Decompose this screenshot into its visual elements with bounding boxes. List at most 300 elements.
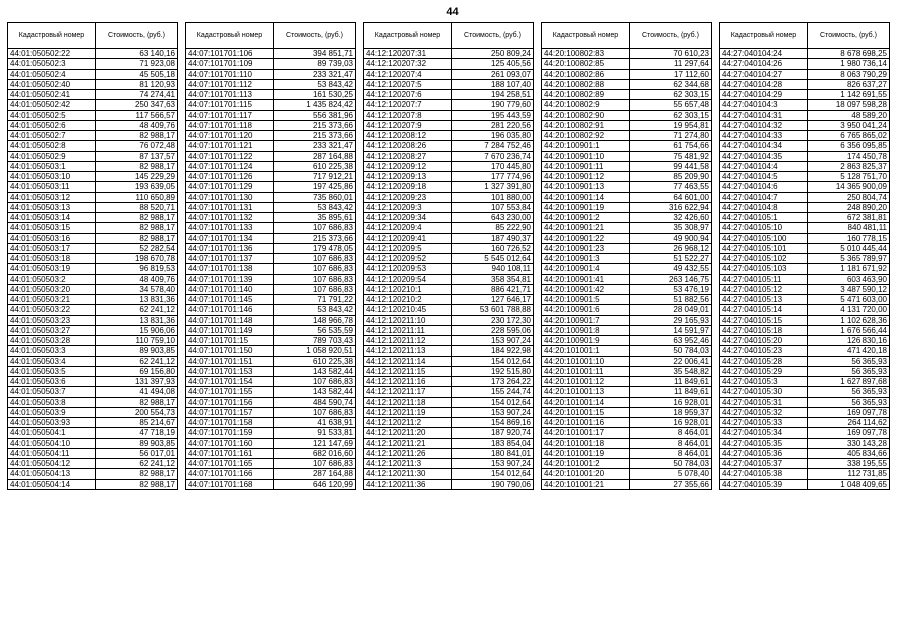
- cost-cell: 154 012,64: [452, 356, 534, 366]
- table-row: [364, 100, 534, 110]
- cadastral-number-cell: 44:12:120207:31: [364, 49, 452, 59]
- cost-cell: 484 590,74: [274, 397, 356, 407]
- cost-cell: 195 443,59: [452, 110, 534, 120]
- table-row: [8, 295, 178, 305]
- table-row: [364, 141, 534, 151]
- cadastral-number-cell: 44:07:101701:155: [186, 387, 274, 397]
- table-row: [8, 141, 178, 151]
- cadastral-number-cell: 44:01:050503:27: [8, 325, 96, 335]
- cost-cell: 316 622,94: [630, 202, 712, 212]
- table-row: [542, 141, 712, 151]
- table-row: [186, 213, 356, 223]
- cadastral-number-cell: 44:01:050503:14: [8, 213, 96, 223]
- cost-cell: 2 863 825,37: [808, 161, 890, 171]
- table-row: [364, 161, 534, 171]
- header-cost: Стоимость, (руб.): [630, 23, 712, 49]
- cost-cell: 8 678 698,25: [808, 49, 890, 59]
- cost-cell: 27 355,66: [630, 479, 712, 489]
- cadastral-number-cell: 44:07:101701:159: [186, 428, 274, 438]
- table-row: [542, 59, 712, 69]
- cadastral-number-cell: 44:20:100901:13: [542, 182, 630, 192]
- cost-cell: 87 137,57: [96, 151, 178, 161]
- cost-cell: 85 209,90: [630, 172, 712, 182]
- cost-cell: 169 097,78: [808, 428, 890, 438]
- cadastral-number-cell: 44:27:040105:39: [720, 479, 808, 489]
- cost-cell: 82 988,17: [96, 161, 178, 171]
- table-row: [186, 397, 356, 407]
- cost-cell: 173 264,22: [452, 377, 534, 387]
- cost-cell: 32 426,60: [630, 213, 712, 223]
- table-row: [720, 90, 890, 100]
- cadastral-number-cell: 44:20:100802:89: [542, 90, 630, 100]
- table-row: [364, 418, 534, 428]
- table-row: [8, 479, 178, 489]
- cost-cell: 35 548,82: [630, 366, 712, 376]
- table-row: [720, 459, 890, 469]
- cost-cell: 70 610,23: [630, 49, 712, 59]
- cost-cell: 51 522,27: [630, 254, 712, 264]
- cadastral-number-cell: 44:07:101701:160: [186, 438, 274, 448]
- cadastral-number-cell: 44:07:101701:156: [186, 397, 274, 407]
- cadastral-number-cell: 44:07:101701:115: [186, 100, 274, 110]
- table-row: [542, 366, 712, 376]
- table-row: [8, 243, 178, 253]
- table-row: [542, 49, 712, 59]
- table-row: [720, 448, 890, 458]
- cadastral-number-cell: 44:01:050503:13: [8, 202, 96, 212]
- cadastral-number-cell: 44:27:040105:1: [720, 213, 808, 223]
- cost-cell: 28 049,01: [630, 305, 712, 315]
- table-row: [720, 182, 890, 192]
- table-row: [364, 69, 534, 79]
- cost-cell: 603 463,90: [808, 274, 890, 284]
- cost-cell: 75 481,92: [630, 151, 712, 161]
- cost-cell: 35 308,97: [630, 223, 712, 233]
- cost-cell: 5 365 789,97: [808, 254, 890, 264]
- cadastral-number-cell: 44:12:120210:2: [364, 295, 452, 305]
- table-row: [364, 131, 534, 141]
- table-row: [186, 233, 356, 243]
- cost-cell: 187 490,37: [452, 233, 534, 243]
- table-row: [186, 346, 356, 356]
- cadastral-number-cell: 44:20:100901:21: [542, 223, 630, 233]
- cost-cell: 112 731,85: [808, 469, 890, 479]
- cost-cell: 85 222,90: [452, 223, 534, 233]
- cadastral-number-cell: 44:27:040105:14: [720, 305, 808, 315]
- table-row: [8, 459, 178, 469]
- cadastral-number-cell: 44:07:101701:15: [186, 336, 274, 346]
- cadastral-number-cell: 44:20:100901:10: [542, 151, 630, 161]
- cadastral-number-cell: 44:27:040105:28: [720, 356, 808, 366]
- cadastral-number-cell: 44:27:040105:103: [720, 264, 808, 274]
- cost-cell: 88 520,71: [96, 202, 178, 212]
- cost-cell: 940 108,11: [452, 264, 534, 274]
- table-row: [8, 284, 178, 294]
- cost-cell: 180 841,01: [452, 448, 534, 458]
- table-row: [720, 213, 890, 223]
- cadastral-number-cell: 44:01:050503:7: [8, 387, 96, 397]
- cadastral-number-cell: 44:20:100901:4: [542, 264, 630, 274]
- table-row: [720, 202, 890, 212]
- cost-cell: 62 241,12: [96, 356, 178, 366]
- cost-cell: 82 988,17: [96, 397, 178, 407]
- cadastral-number-cell: 44:27:040105:37: [720, 459, 808, 469]
- cadastral-number-cell: 44:27:040104:34: [720, 141, 808, 151]
- cadastral-number-cell: 44:12:120211:20: [364, 428, 452, 438]
- table-row: [364, 264, 534, 274]
- cost-cell: 192 515,80: [452, 366, 534, 376]
- cost-cell: 96 819,53: [96, 264, 178, 274]
- table-row: [720, 69, 890, 79]
- cadastral-number-cell: 44:12:120209:18: [364, 182, 452, 192]
- cadastral-table-5: [719, 22, 890, 490]
- table-row: [720, 295, 890, 305]
- cost-cell: 8 464,01: [630, 448, 712, 458]
- cost-cell: 29 165,93: [630, 315, 712, 325]
- table-row: [542, 69, 712, 79]
- table-row: [364, 172, 534, 182]
- cadastral-number-cell: 44:07:101701:161: [186, 448, 274, 458]
- cadastral-number-cell: 44:20:100901:42: [542, 284, 630, 294]
- cadastral-number-cell: 44:27:040105:101: [720, 243, 808, 253]
- table-row: [8, 69, 178, 79]
- cadastral-table-4: [541, 22, 712, 490]
- cadastral-number-cell: 44:27:040105:29: [720, 366, 808, 376]
- cost-cell: 886 421,71: [452, 284, 534, 294]
- table-row: [186, 79, 356, 89]
- cost-cell: 1 058 920,51: [274, 346, 356, 356]
- cost-cell: 76 072,48: [96, 141, 178, 151]
- cost-cell: 643 230,00: [452, 213, 534, 223]
- cost-cell: 6 765 865,02: [808, 131, 890, 141]
- table-row: [364, 182, 534, 192]
- cost-cell: 330 143,28: [808, 438, 890, 448]
- cost-cell: 41 494,08: [96, 387, 178, 397]
- cadastral-number-cell: 44:01:050503:1: [8, 161, 96, 171]
- table-row: [542, 90, 712, 100]
- cadastral-number-cell: 44:12:120209:53: [364, 264, 452, 274]
- table-row: [364, 428, 534, 438]
- cost-cell: 230 172,30: [452, 315, 534, 325]
- cost-cell: 174 450,78: [808, 151, 890, 161]
- cadastral-number-cell: 44:01:050502:22: [8, 49, 96, 59]
- cadastral-number-cell: 44:01:050502:42: [8, 100, 96, 110]
- cost-cell: 55 657,48: [630, 100, 712, 110]
- cost-cell: 107 686,83: [274, 377, 356, 387]
- cadastral-number-cell: 44:12:120211:30: [364, 469, 452, 479]
- cadastral-number-cell: 44:27:040104:28: [720, 79, 808, 89]
- cost-cell: 15 906,06: [96, 325, 178, 335]
- cadastral-number-cell: 44:01:050503:8: [8, 397, 96, 407]
- table-row: [364, 438, 534, 448]
- table-row: [186, 182, 356, 192]
- cadastral-number-cell: 44:27:040105:32: [720, 407, 808, 417]
- table-row: [542, 264, 712, 274]
- cost-cell: 5 128 751,70: [808, 172, 890, 182]
- cost-cell: 143 582,44: [274, 387, 356, 397]
- table-row: [186, 192, 356, 202]
- table-row: [186, 428, 356, 438]
- table-row: [186, 202, 356, 212]
- table-row: [542, 182, 712, 192]
- cadastral-number-cell: 44:12:120209:23: [364, 192, 452, 202]
- table-row: [186, 69, 356, 79]
- cost-cell: 11 297,64: [630, 59, 712, 69]
- table-row: [720, 192, 890, 202]
- cost-cell: 170 445,80: [452, 161, 534, 171]
- cadastral-number-cell: 44:20:101001:10: [542, 356, 630, 366]
- cost-cell: 85 214,67: [96, 418, 178, 428]
- cadastral-number-cell: 44:20:101001:12: [542, 377, 630, 387]
- cost-cell: 154 869,16: [452, 418, 534, 428]
- table-row: [720, 49, 890, 59]
- table-row: [364, 213, 534, 223]
- cost-cell: 41 638,91: [274, 418, 356, 428]
- table-row: [542, 161, 712, 171]
- cadastral-number-cell: 44:27:040104:31: [720, 110, 808, 120]
- cost-cell: 107 686,83: [274, 407, 356, 417]
- cost-cell: 155 244,74: [452, 387, 534, 397]
- cadastral-number-cell: 44:01:050503:23: [8, 315, 96, 325]
- table-row: [542, 192, 712, 202]
- table-row: [8, 192, 178, 202]
- header-cost: Стоимость, (руб.): [96, 23, 178, 49]
- cost-cell: 49 900,94: [630, 233, 712, 243]
- cadastral-number-cell: 44:27:040104:6: [720, 182, 808, 192]
- table-row: [364, 192, 534, 202]
- cost-cell: 169 097,78: [808, 407, 890, 417]
- cost-cell: 63 140,16: [96, 49, 178, 59]
- cost-cell: 107 553,84: [452, 202, 534, 212]
- table-row: [542, 131, 712, 141]
- cost-cell: 358 354,81: [452, 274, 534, 284]
- cadastral-number-cell: 44:01:050503:3: [8, 346, 96, 356]
- cost-cell: 646 120,99: [274, 479, 356, 489]
- cost-cell: 1 676 566,44: [808, 325, 890, 335]
- cadastral-number-cell: 44:01:050503:10: [8, 172, 96, 182]
- cost-cell: 5 078,40: [630, 469, 712, 479]
- table-row: [8, 110, 178, 120]
- cost-cell: 16 928,01: [630, 418, 712, 428]
- cost-cell: 190 779,60: [452, 100, 534, 110]
- header-number: Кадастровый номер: [720, 23, 808, 49]
- cadastral-number-cell: 44:07:101701:136: [186, 243, 274, 253]
- cadastral-number-cell: 44:20:100802:86: [542, 69, 630, 79]
- cadastral-number-cell: 44:07:101701:129: [186, 182, 274, 192]
- table-row: [720, 387, 890, 397]
- table-row: [542, 284, 712, 294]
- cadastral-number-cell: 44:07:101701:146: [186, 305, 274, 315]
- cost-cell: 405 834,66: [808, 448, 890, 458]
- cadastral-number-cell: 44:01:050503:21: [8, 295, 96, 305]
- cost-cell: 1 435 824,42: [274, 100, 356, 110]
- cadastral-number-cell: 44:20:100802:88: [542, 79, 630, 89]
- cost-cell: 1 980 736,14: [808, 59, 890, 69]
- cadastral-number-cell: 44:01:050502:40: [8, 79, 96, 89]
- cadastral-number-cell: 44:07:101701:151: [186, 356, 274, 366]
- table-row: [8, 100, 178, 110]
- cost-cell: 62 303,15: [630, 110, 712, 120]
- cost-cell: 154 012,64: [452, 469, 534, 479]
- table-row: [186, 407, 356, 417]
- header-cost: Стоимость, (руб.): [452, 23, 534, 49]
- cost-cell: 62 241,12: [96, 459, 178, 469]
- cadastral-number-cell: 44:27:040104:24: [720, 49, 808, 59]
- cost-cell: 3 487 590,12: [808, 284, 890, 294]
- cost-cell: 187 920,74: [452, 428, 534, 438]
- cadastral-number-cell: 44:01:050504:1: [8, 428, 96, 438]
- cost-cell: 161 530,25: [274, 90, 356, 100]
- cost-cell: 184 922,98: [452, 346, 534, 356]
- cost-cell: 45 505,18: [96, 69, 178, 79]
- table-row: [542, 213, 712, 223]
- cadastral-number-cell: 44:27:040104:4: [720, 161, 808, 171]
- cost-cell: 7 670 236,74: [452, 151, 534, 161]
- table-row: [364, 254, 534, 264]
- cadastral-number-cell: 44:07:101701:145: [186, 295, 274, 305]
- table-row: [720, 284, 890, 294]
- table-row: [720, 223, 890, 233]
- cost-cell: 81 120,93: [96, 79, 178, 89]
- cadastral-table-3: [363, 22, 534, 490]
- cost-cell: 198 670,78: [96, 254, 178, 264]
- cadastral-number-cell: 44:12:120211:19: [364, 407, 452, 417]
- cadastral-number-cell: 44:20:101001:19: [542, 448, 630, 458]
- cost-cell: 107 686,83: [274, 274, 356, 284]
- cadastral-number-cell: 44:20:100901:23: [542, 243, 630, 253]
- cost-cell: 62 344,68: [630, 79, 712, 89]
- cost-cell: 193 639,05: [96, 182, 178, 192]
- table-row: [8, 418, 178, 428]
- table-row: [542, 356, 712, 366]
- cadastral-number-cell: 44:20:100901:8: [542, 325, 630, 335]
- cadastral-number-cell: 44:27:040104:35: [720, 151, 808, 161]
- cost-cell: 610 225,38: [274, 356, 356, 366]
- header-number: Кадастровый номер: [186, 23, 274, 49]
- cadastral-number-cell: 44:20:100901:11: [542, 161, 630, 171]
- table-row: [364, 469, 534, 479]
- cadastral-number-cell: 44:01:050503:15: [8, 223, 96, 233]
- cadastral-number-cell: 44:12:120208:12: [364, 131, 452, 141]
- cost-cell: 56 535,59: [274, 325, 356, 335]
- table-row: [542, 274, 712, 284]
- cadastral-number-cell: 44:01:050504:14: [8, 479, 96, 489]
- table-row: [186, 274, 356, 284]
- table-row: [720, 346, 890, 356]
- table-row: [8, 233, 178, 243]
- table-row: [8, 325, 178, 335]
- table-row: [364, 233, 534, 243]
- cadastral-number-cell: 44:01:050502:5: [8, 110, 96, 120]
- table-row: [364, 459, 534, 469]
- cadastral-number-cell: 44:12:120211:2: [364, 418, 452, 428]
- header-number: Кадастровый номер: [542, 23, 630, 49]
- table-row: [8, 49, 178, 59]
- cadastral-number-cell: 44:20:101001:17: [542, 428, 630, 438]
- cadastral-number-cell: 44:20:100901:14: [542, 192, 630, 202]
- table-row: [8, 305, 178, 315]
- table-row: [8, 202, 178, 212]
- table-row: [720, 79, 890, 89]
- cost-cell: 62 241,12: [96, 305, 178, 315]
- cadastral-number-cell: 44:12:120207:7: [364, 100, 452, 110]
- table-row: [542, 202, 712, 212]
- table-row: [364, 223, 534, 233]
- table-row: [542, 100, 712, 110]
- cost-cell: 107 686,83: [274, 459, 356, 469]
- cadastral-number-cell: 44:07:101701:140: [186, 284, 274, 294]
- table-row: [186, 387, 356, 397]
- cost-cell: 53 476,19: [630, 284, 712, 294]
- cost-cell: 110 650,89: [96, 192, 178, 202]
- cost-cell: 56 365,93: [808, 356, 890, 366]
- cadastral-number-cell: 44:07:101701:139: [186, 274, 274, 284]
- table-row: [8, 120, 178, 130]
- cost-cell: 471 420,18: [808, 346, 890, 356]
- cost-cell: 8 464,01: [630, 438, 712, 448]
- table-row: [720, 315, 890, 325]
- cost-cell: 121 147,69: [274, 438, 356, 448]
- cost-cell: 261 093,07: [452, 69, 534, 79]
- table-row: [720, 161, 890, 171]
- table-row: [542, 397, 712, 407]
- table-row: [364, 336, 534, 346]
- table-row: [8, 315, 178, 325]
- table-row: [720, 428, 890, 438]
- cost-cell: 127 646,17: [452, 295, 534, 305]
- cost-cell: 1 048 409,65: [808, 479, 890, 489]
- cadastral-number-cell: 44:07:101701:132: [186, 213, 274, 223]
- table-row: [8, 438, 178, 448]
- table-row: [186, 356, 356, 366]
- table-row: [720, 366, 890, 376]
- cost-cell: 35 895,61: [274, 213, 356, 223]
- cost-cell: 1 181 671,92: [808, 264, 890, 274]
- cadastral-number-cell: 44:07:101701:120: [186, 131, 274, 141]
- cadastral-number-cell: 44:07:101701:165: [186, 459, 274, 469]
- cadastral-number-cell: 44:27:040105:33: [720, 418, 808, 428]
- cadastral-number-cell: 44:20:100901:5: [542, 295, 630, 305]
- cadastral-number-cell: 44:20:100901:1: [542, 141, 630, 151]
- cadastral-number-cell: 44:27:040105:102: [720, 254, 808, 264]
- table-row: [364, 120, 534, 130]
- cost-cell: 74 274,41: [96, 90, 178, 100]
- cadastral-number-cell: 44:01:050504:10: [8, 438, 96, 448]
- cadastral-number-cell: 44:27:040105:10: [720, 223, 808, 233]
- cadastral-number-cell: 44:01:050502:4: [8, 69, 96, 79]
- table-row: [8, 469, 178, 479]
- cost-cell: 263 146,75: [630, 274, 712, 284]
- cadastral-number-cell: 44:01:050503:19: [8, 264, 96, 274]
- cadastral-number-cell: 44:07:101701:131: [186, 202, 274, 212]
- cost-cell: 11 849,61: [630, 377, 712, 387]
- table-row: [8, 346, 178, 356]
- table-row: [186, 336, 356, 346]
- cost-cell: 153 907,24: [452, 459, 534, 469]
- table-row: [542, 305, 712, 315]
- table-row: [542, 346, 712, 356]
- cost-cell: 51 882,56: [630, 295, 712, 305]
- cost-cell: 682 016,60: [274, 448, 356, 458]
- cost-cell: 13 831,36: [96, 295, 178, 305]
- cost-cell: 215 373,66: [274, 120, 356, 130]
- table-row: [720, 233, 890, 243]
- cost-cell: 179 478,05: [274, 243, 356, 253]
- cadastral-number-cell: 44:01:050503:28: [8, 336, 96, 346]
- cost-cell: 153 907,24: [452, 407, 534, 417]
- table-row: [364, 79, 534, 89]
- table-row: [364, 366, 534, 376]
